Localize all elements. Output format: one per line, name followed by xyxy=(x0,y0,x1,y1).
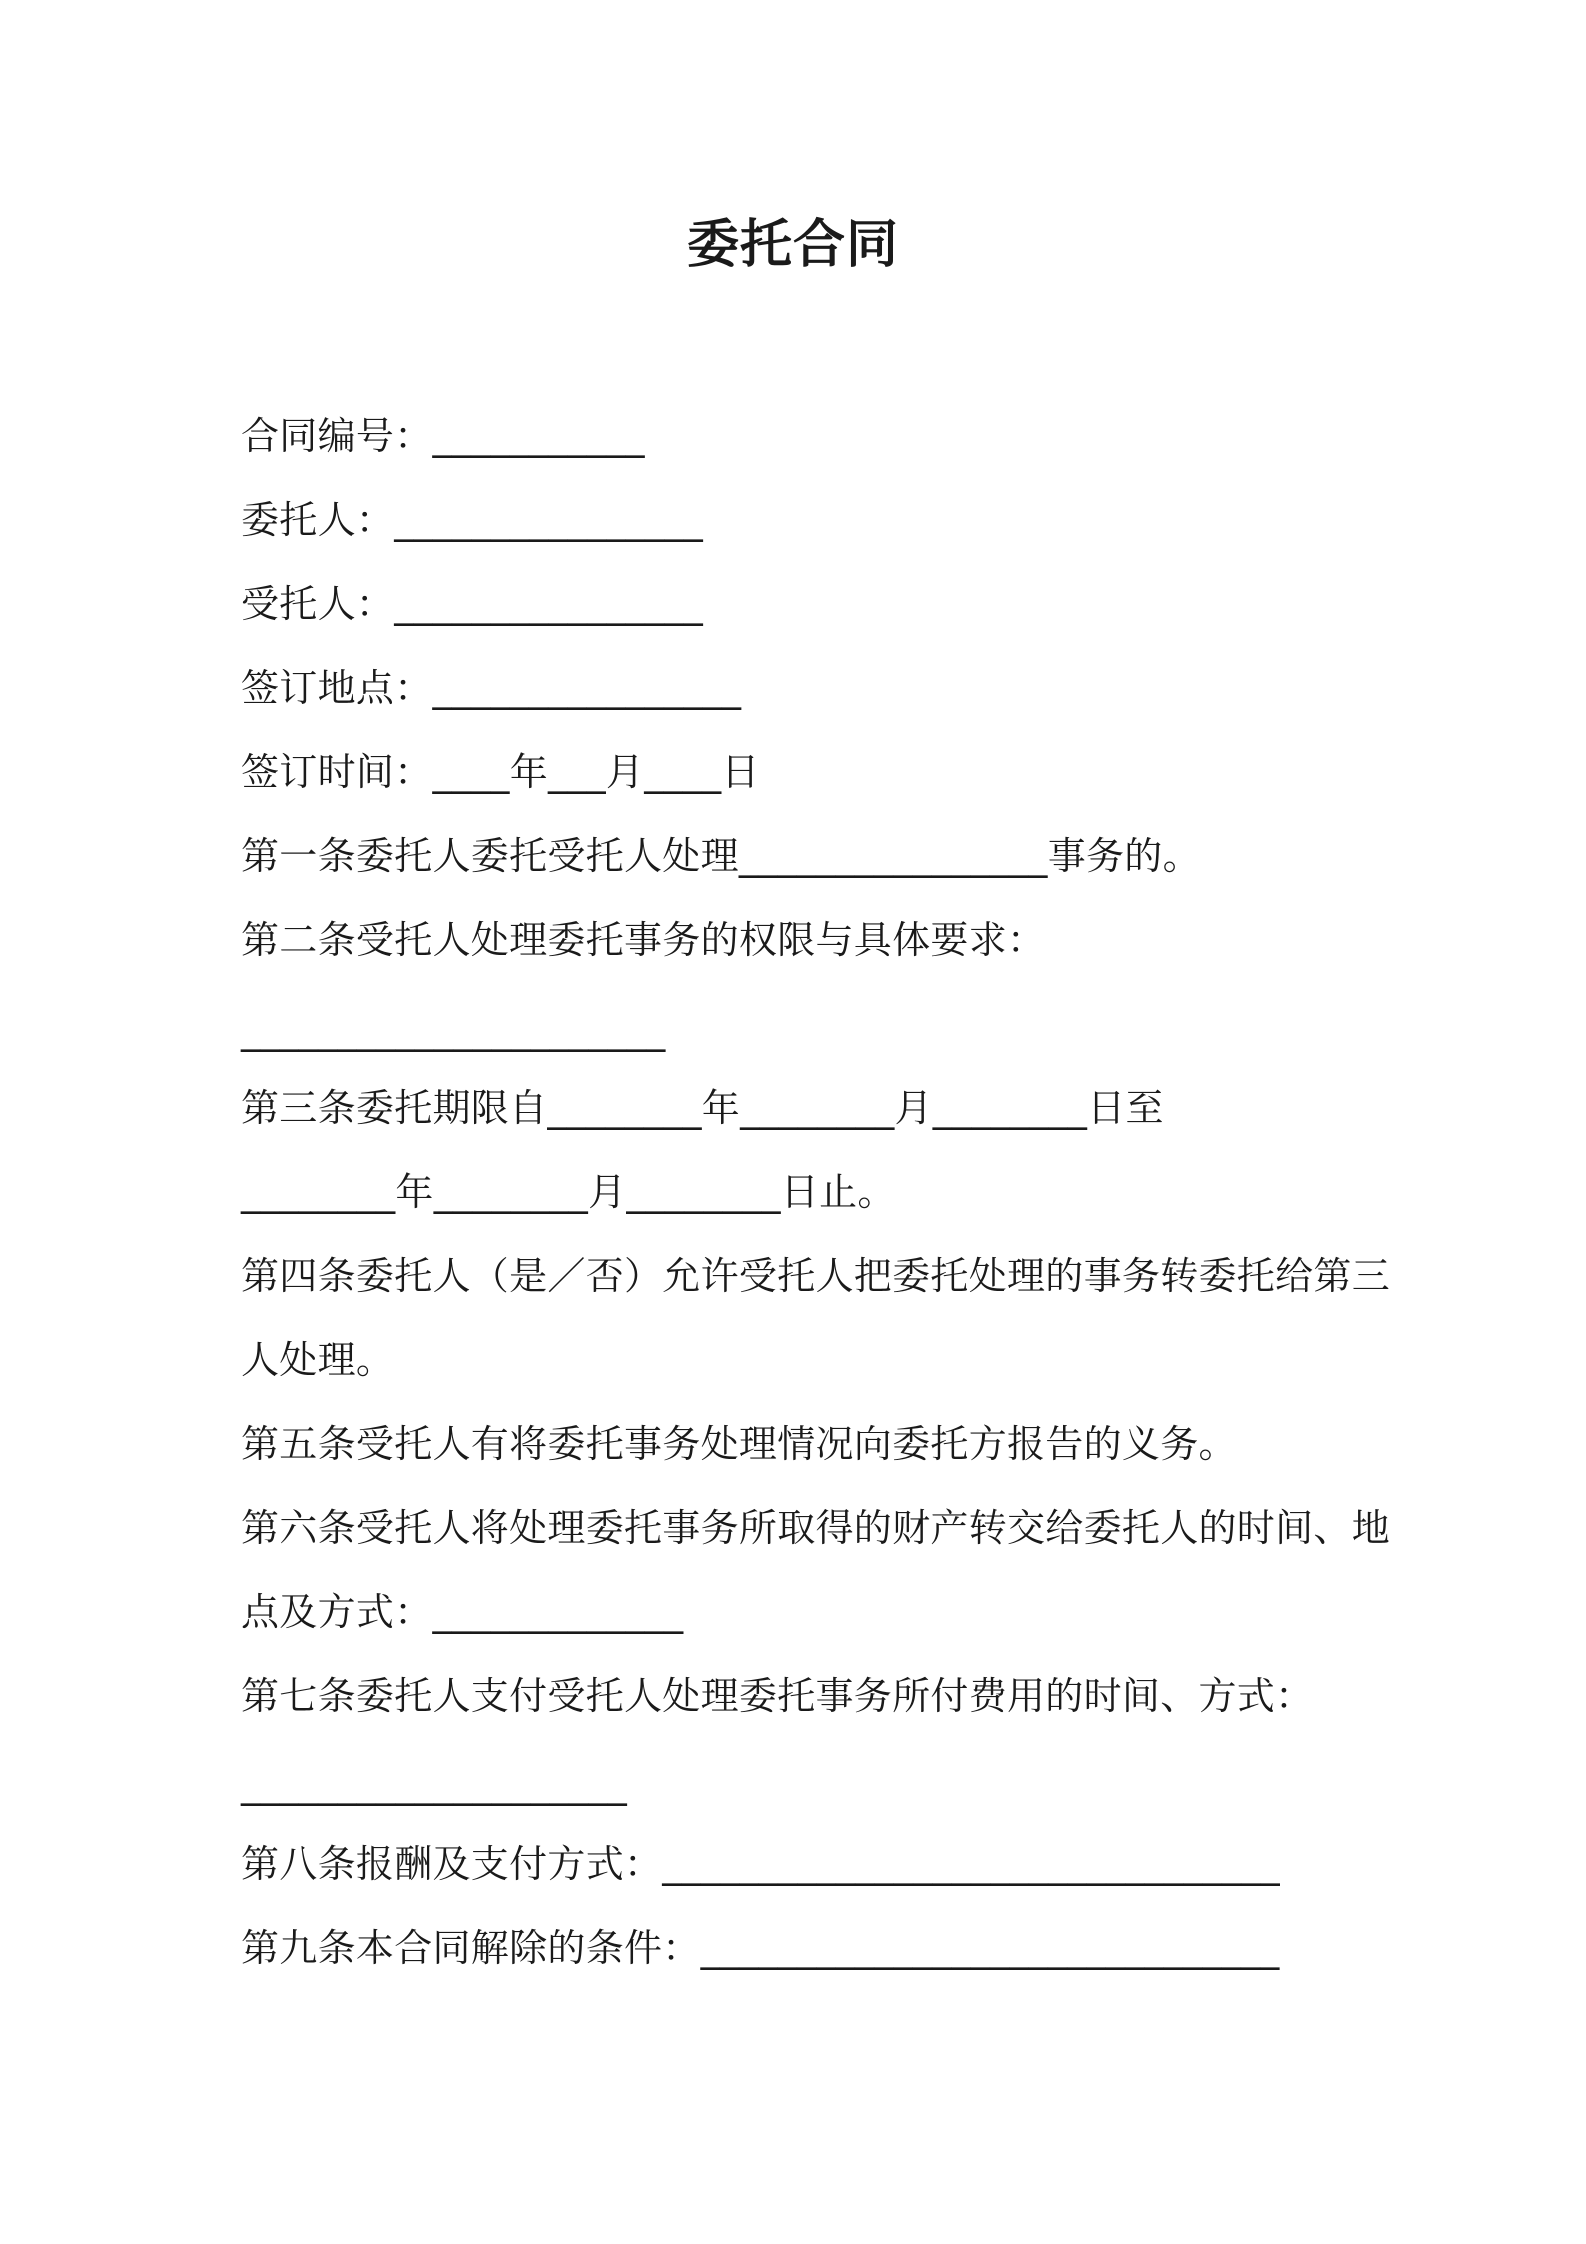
article-5: 第五条受托人有将委托事务处理情况向委托方报告的义务。 xyxy=(241,1422,1237,1466)
principal-line: 委托人：________________ xyxy=(241,498,704,542)
signing-date-line: 签订时间：____年___月____日 xyxy=(241,750,760,794)
article-6-continued: 点及方式：_____________ xyxy=(241,1590,684,1634)
article-7-blank: ____________________ xyxy=(241,1762,627,1806)
article-3: 第三条委托期限自________年________月________日至 xyxy=(241,1086,1164,1130)
article-8: 第八条报酬及支付方式：________________________________ xyxy=(241,1842,1280,1886)
document-title: 委托合同 xyxy=(686,215,899,275)
article-7: 第七条委托人支付受托人处理委托事务所付费用的时间、方式： xyxy=(241,1674,1314,1718)
article-3-continued: ________年________月________日止。 xyxy=(241,1170,896,1214)
article-1: 第一条委托人委托受托人处理________________事务的。 xyxy=(241,834,1201,878)
article-2: 第二条受托人处理委托事务的权限与具体要求： xyxy=(241,918,1046,962)
article-4: 第四条委托人（是／否）允许受托人把委托处理的事务转委托给第三 xyxy=(241,1254,1391,1298)
article-9: 第九条本合同解除的条件：______________________________ xyxy=(241,1926,1280,1970)
article-2-blank: ______________________ xyxy=(241,1008,666,1052)
article-4-continued: 人处理。 xyxy=(241,1338,395,1382)
article-6: 第六条受托人将处理委托事务所取得的财产转交给委托人的时间、地 xyxy=(241,1506,1391,1550)
signing-place-line: 签订地点：________________ xyxy=(241,666,742,710)
contract-number-line: 合同编号：___________ xyxy=(241,414,645,458)
agent-line: 受托人：________________ xyxy=(241,582,704,626)
